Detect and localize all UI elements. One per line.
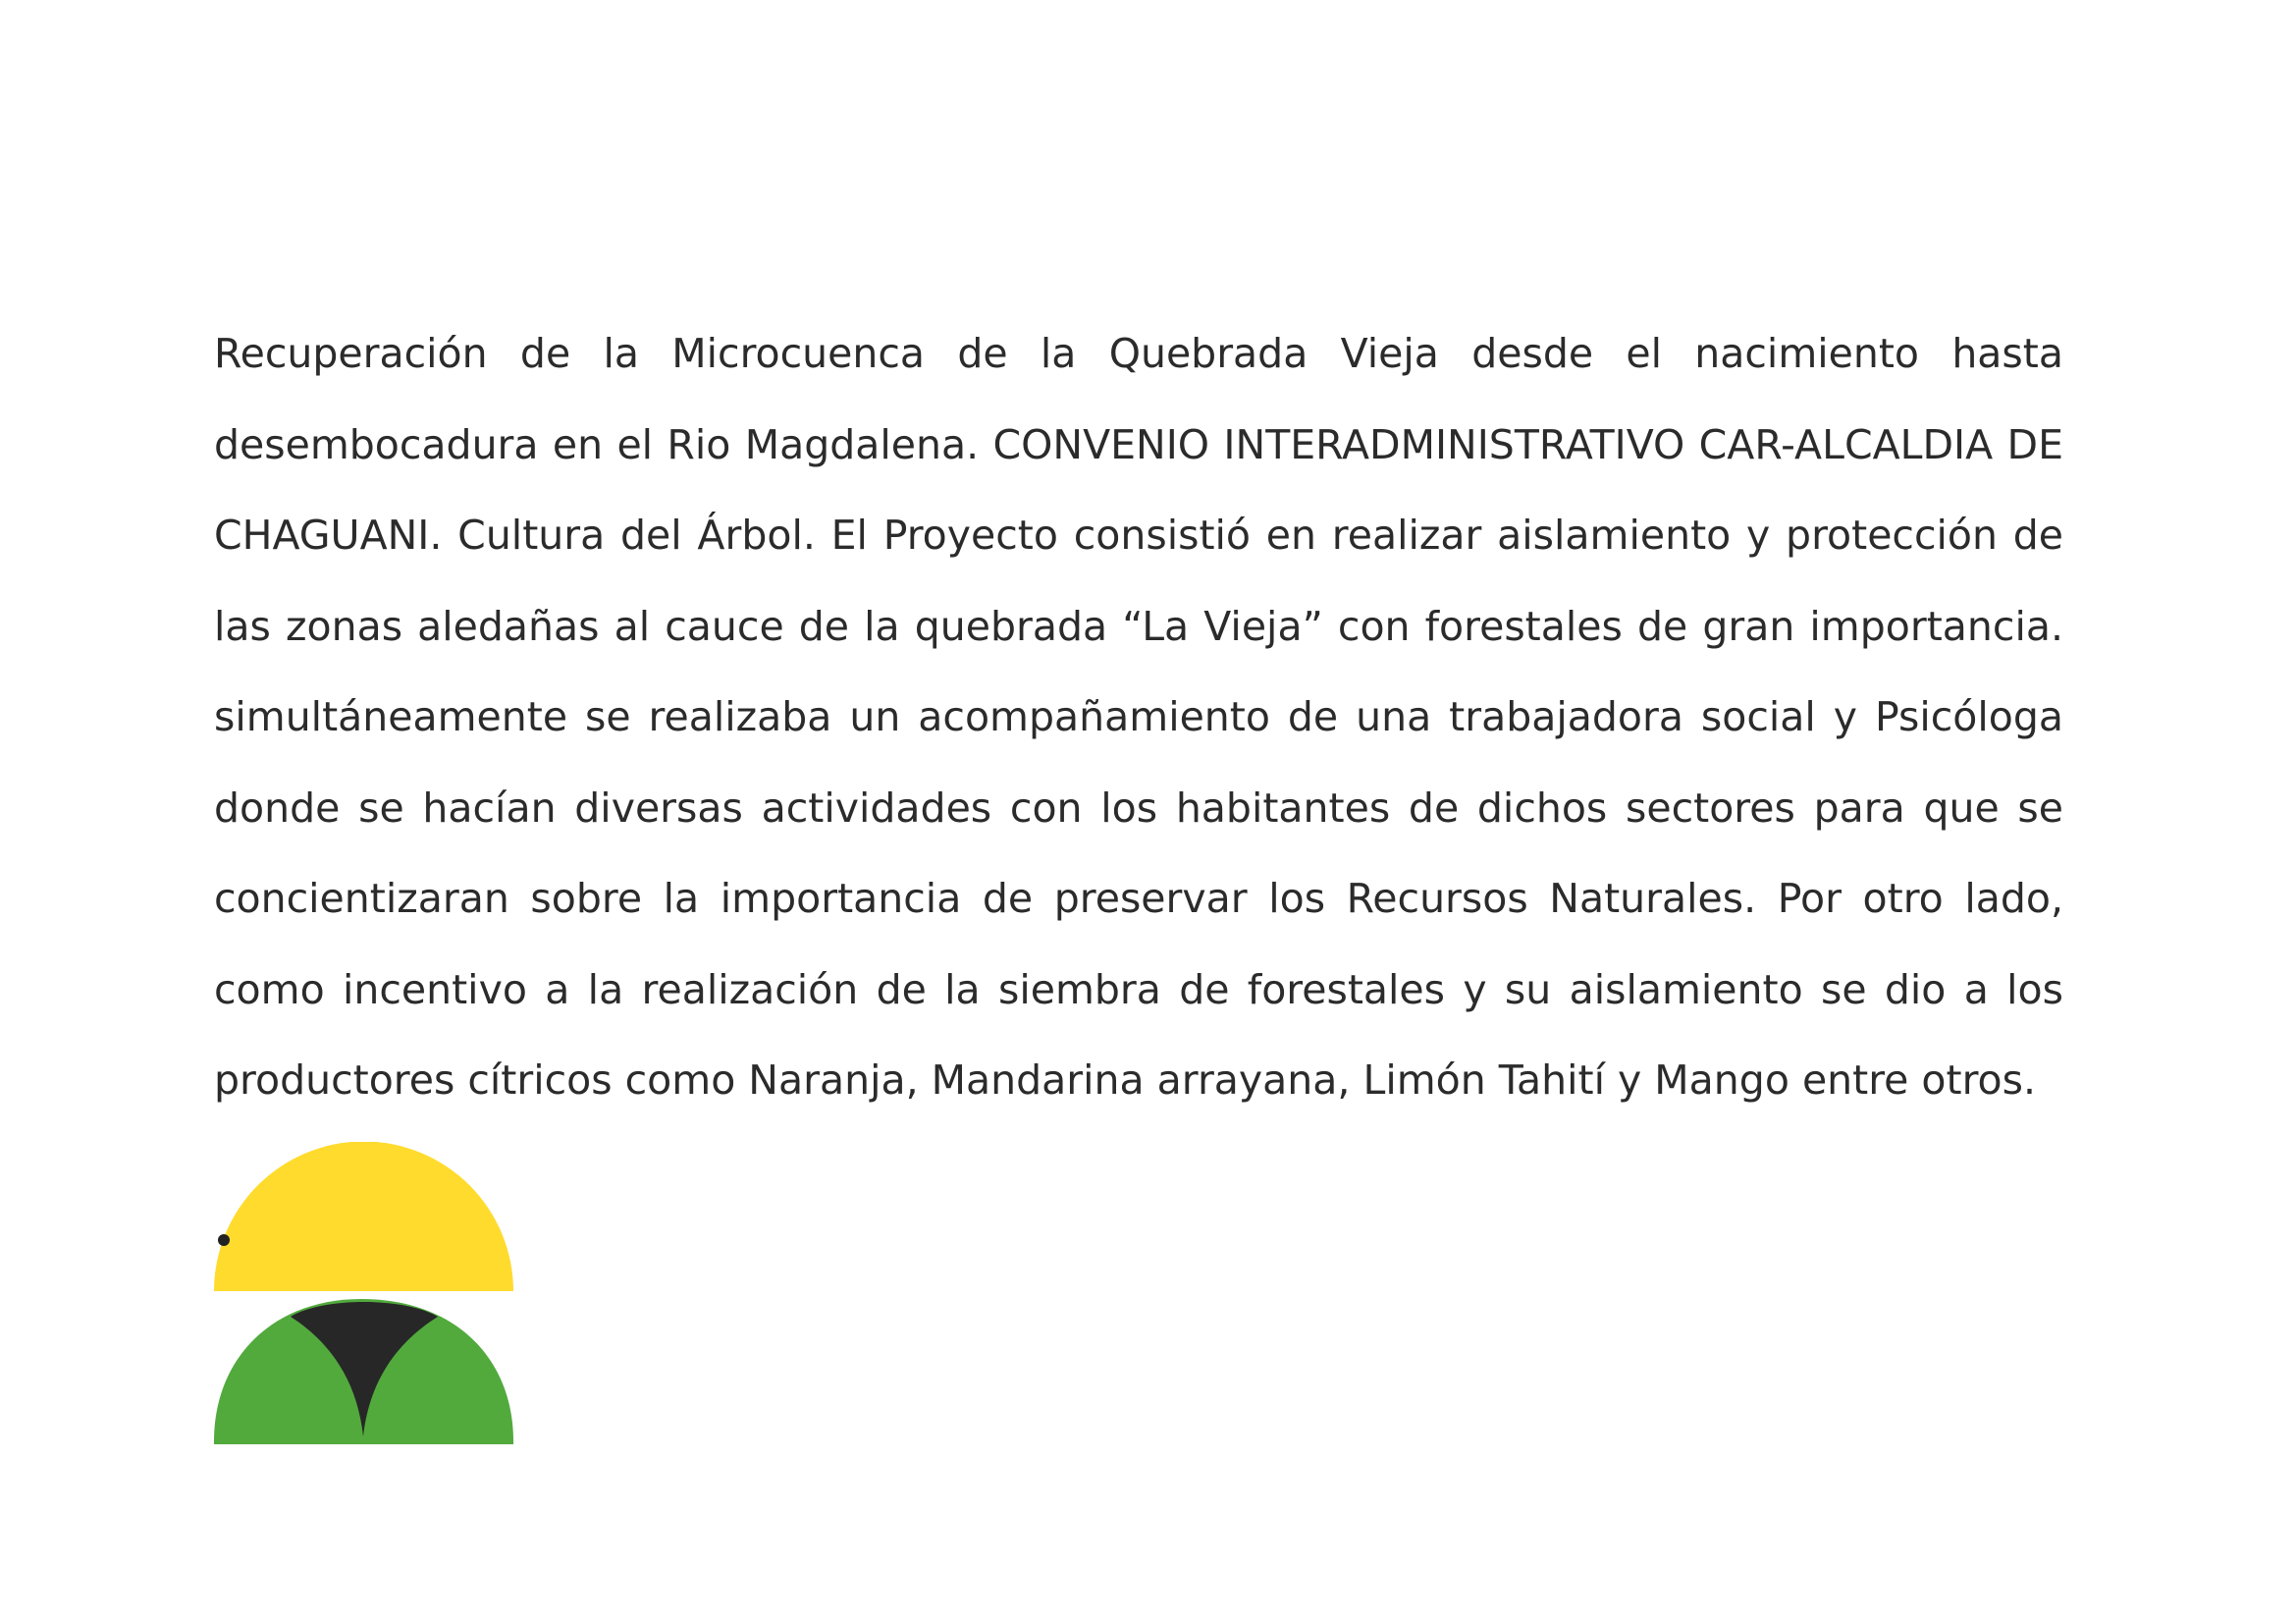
logo-yellow-semicircle xyxy=(214,1142,513,1291)
bullet-dot xyxy=(218,1234,230,1246)
logo-sun-hills-graphic xyxy=(214,1142,513,1444)
body-paragraph: Recuperación de la Microcuenca de la Quebrada Vieja desde el nacimiento hasta desembocadura en el Rio Magdalena. CONVENIO INTERADMINISTRATIVO CAR-ALCALDIA DE CHAGUANI. Cultura del Árbol. El Proyecto consistió en realizar aislamiento y protección de las zonas aledañas al cauce de la quebrada “La Vieja” con forestales de gran importancia. simultáneamente se realizaba un acompañamiento de una trabajadora social y Psicóloga donde se hacían diversas actividades con los habitantes de dichos sectores para que se concientizaran sobre la importancia de preservar los Recursos Naturales. Por otro lado, como incentivo a la realización de la siembra de forestales y su aislamiento se dio a los productores cítricos como Naranja, Mandarina arrayana, Limón Tahití y Mango entre otros. xyxy=(214,330,2063,1104)
